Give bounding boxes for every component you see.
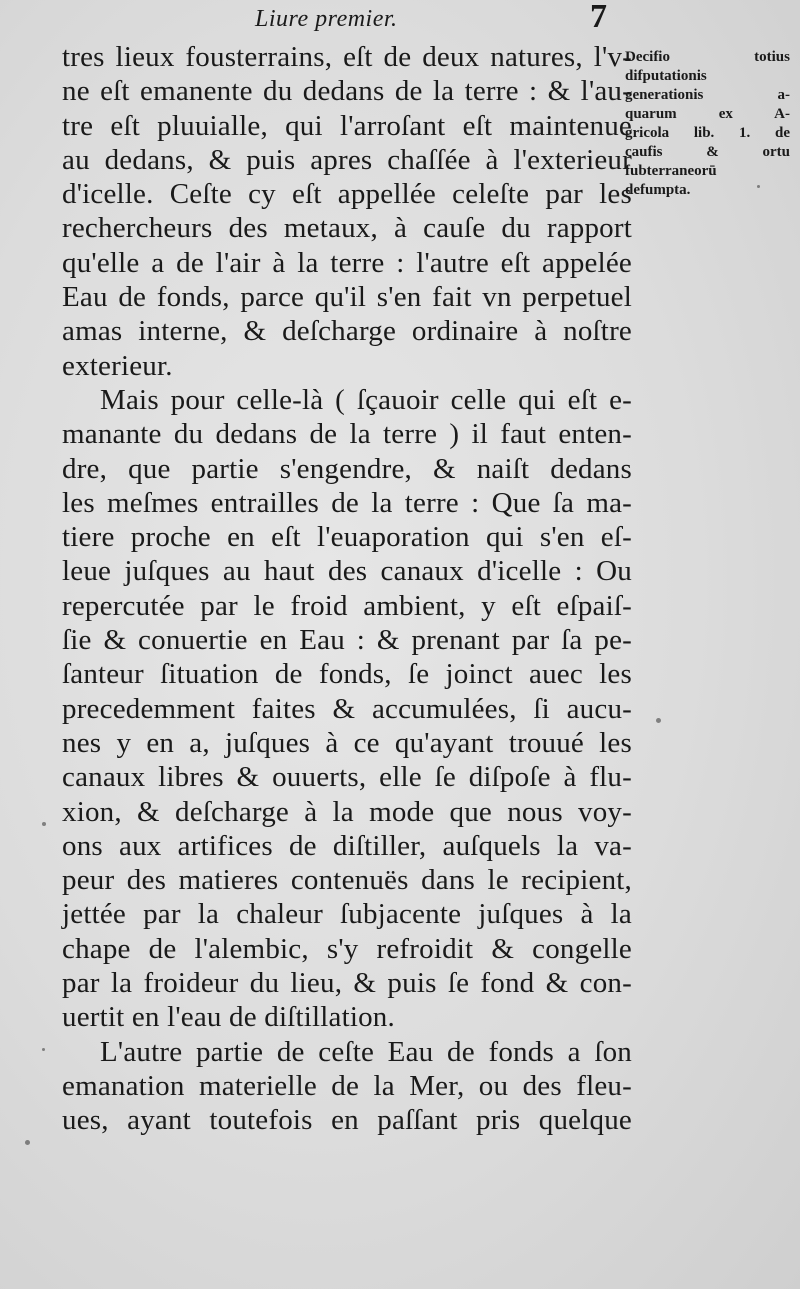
text-line: amas interne, & deſcharge ordinaire à noſtre [62, 315, 632, 348]
text-line: ues, ayant toutefois en paſſant pris quelque [62, 1104, 632, 1137]
margin-note-line: quarum ex A- [625, 106, 790, 122]
text-line: nes y en a, juſques à ce qu'ayant trouué les [62, 726, 632, 759]
paragraph-2 [62, 383, 632, 1035]
paragraph-1 [62, 40, 632, 383]
text-line: precedemment faites & accumulées, ſi aucu- [62, 692, 632, 725]
text-line: chape de l'alembic, s'y refroidit & congelle [62, 932, 632, 965]
text-line: tre eſt pluuialle, qui l'arroſant eſt maintenue [62, 109, 632, 142]
body-text [62, 40, 632, 1138]
text-line: exterieur. [62, 349, 173, 382]
text-line: par la froideur du lieu, & puis ſe fond & con- [62, 967, 632, 1000]
margin-note-line: gricola lib. 1. de [625, 125, 790, 141]
text-line: canaux libres & ouuerts, elle ſe diſpoſe à flu- [62, 761, 632, 794]
page-header [0, 2, 640, 42]
text-line: jettée par la chaleur ſubjacente juſques à la [62, 898, 632, 931]
margin-note-line: difputationis [625, 68, 707, 84]
text-line: les meſmes entrailles de la terre : Que ſa ma- [62, 486, 632, 519]
margin-note-line: generationis a- [625, 87, 790, 103]
paragraph-3 [62, 1035, 632, 1138]
text-line: Eau de fonds, parce qu'il s'en fait vn perpetuel [62, 281, 632, 314]
ink-speck [25, 1140, 30, 1145]
margin-note-line: defumpta. [625, 182, 691, 198]
text-line: tiere proche en eſt l'euaporation qui s'en eſ- [62, 521, 632, 554]
text-line: repercutée par le froid ambient, y eſt eſpaiſ- [62, 589, 632, 622]
margin-note [625, 48, 790, 200]
text-line: d'icelle. Ceſte cy eſt appellée celeſte par les [62, 178, 632, 211]
page-number: 7 [590, 0, 607, 35]
text-line: ons aux artifices de diſtiller, auſquels la va- [62, 829, 632, 862]
text-line: ſie & conuertie en Eau : & prenant par ſa pe- [62, 624, 632, 657]
ink-speck [656, 718, 661, 723]
margin-note-line: fubterraneorū [625, 163, 717, 179]
text-line: uertit en l'eau de diſtillation. [62, 1001, 395, 1034]
text-line: rechercheurs des metaux, à cauſe du rapport [62, 212, 632, 245]
ink-speck [757, 185, 760, 188]
running-head: Liure premier. [255, 6, 398, 32]
ink-speck [42, 822, 46, 826]
text-line: dre, que partie s'engendre, & naiſt dedans [62, 452, 632, 485]
text-line: ſanteur ſituation de fonds, ſe joinct auec les [62, 658, 632, 691]
text-line: emanation materielle de la Mer, ou des fleu- [62, 1069, 632, 1102]
margin-note-line: caufis & ortu [625, 144, 790, 160]
text-line: L'autre partie de ceſte Eau de fonds a ſon [100, 1035, 632, 1068]
text-line: ne eſt emanente du dedans de la terre : & l'au- [62, 75, 632, 108]
text-line: peur des matieres contenuës dans le recipient, [62, 864, 632, 897]
text-line: Mais pour celle-là ( ſçauoir celle qui eſt e- [100, 383, 632, 416]
margin-note-line: Decifio totius [625, 49, 790, 65]
text-line: tres lieux fousterrains, eſt de deux natures, l'v- [62, 41, 632, 73]
text-line: qu'elle a de l'air à la terre : l'autre eſt appelée [62, 246, 632, 279]
text-line: au dedans, & puis apres chaſſée à l'exterieur [62, 143, 632, 176]
text-line: xion, & deſcharge à la mode que nous voy- [62, 795, 632, 828]
text-line: leue juſques au haut des canaux d'icelle : Ou [62, 555, 632, 588]
ink-speck [42, 1048, 45, 1051]
text-line: manante du dedans de la terre ) il faut enten- [62, 418, 632, 451]
